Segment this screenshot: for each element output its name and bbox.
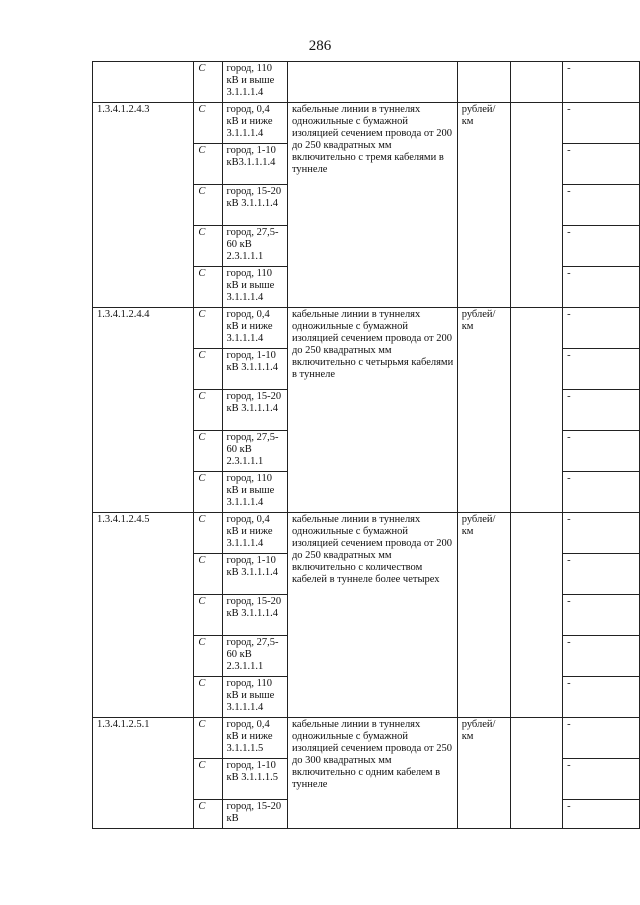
unit-cell: рублей/км: [457, 513, 510, 718]
value-cell: -: [563, 103, 640, 144]
zone-cell: город, 15-20 кВ 3.1.1.1.4: [222, 595, 287, 636]
zone-cell: город, 27,5-60 кВ 2.3.1.1.1: [222, 636, 287, 677]
symbol-cell: C: [194, 308, 222, 349]
symbol-cell: C: [194, 554, 222, 595]
empty-cell: [510, 513, 562, 718]
value-cell: -: [563, 349, 640, 390]
value-cell: -: [563, 718, 640, 759]
table-row: [93, 513, 640, 554]
zone-cell: город, 0,4 кВ и ниже 3.1.1.1.4: [222, 103, 287, 144]
symbol-cell: C: [194, 103, 222, 144]
zone-cell: город, 110 кВ и выше 3.1.1.1.4: [222, 677, 287, 718]
value-cell: -: [563, 759, 640, 800]
symbol-cell: C: [194, 759, 222, 800]
zone-cell: город, 110 кВ и выше 3.1.1.1.4: [222, 472, 287, 513]
code-cell: 1.3.4.1.2.4.3: [93, 103, 194, 308]
value-cell: -: [563, 595, 640, 636]
symbol-cell: C: [194, 390, 222, 431]
tariff-table-body: [93, 62, 640, 829]
unit-cell: [457, 62, 510, 103]
value-cell: -: [563, 62, 640, 103]
symbol-cell: C: [194, 185, 222, 226]
symbol-cell: C: [194, 513, 222, 554]
page-number: 286: [308, 38, 332, 54]
table-row: [93, 103, 640, 144]
description-cell: кабельные линии в туннелях одножильные с бумажной изоляцией сечением провода от 200 до 250 квадратных мм включительно с четырьмя кабелями в туннеле: [287, 308, 457, 513]
zone-cell: город, 1-10 кВ 3.1.1.1.4: [222, 554, 287, 595]
value-cell: -: [563, 800, 640, 829]
value-cell: -: [563, 308, 640, 349]
value-cell: -: [563, 472, 640, 513]
empty-cell: [510, 308, 562, 513]
value-cell: -: [563, 677, 640, 718]
description-cell: кабельные линии в туннелях одножильные с бумажной изоляцией сечением провода от 250 до 300 квадратных мм включительно с одним кабелем в туннеле: [287, 718, 457, 829]
empty-cell: [510, 62, 562, 103]
code-cell: 1.3.4.1.2.5.1: [93, 718, 194, 829]
symbol-cell: C: [194, 595, 222, 636]
zone-cell: город, 110 кВ и выше 3.1.1.1.4: [222, 62, 287, 103]
table-row-carry-over: [93, 62, 640, 103]
value-cell: -: [563, 390, 640, 431]
value-cell: -: [563, 554, 640, 595]
symbol-cell: C: [194, 349, 222, 390]
zone-cell: город, 0,4 кВ и ниже 3.1.1.1.5: [222, 718, 287, 759]
symbol-cell: C: [194, 144, 222, 185]
zone-cell: город, 0,4 кВ и ниже 3.1.1.1.4: [222, 513, 287, 554]
description-cell: кабельные линии в туннелях одножильные с бумажной изоляцией сечением провода от 200 до 250 квадратных мм включительно с тремя кабелями в туннеле: [287, 103, 457, 308]
zone-cell: город, 27,5-60 кВ 2.3.1.1.1: [222, 431, 287, 472]
tariff-table: [92, 61, 640, 829]
value-cell: -: [563, 267, 640, 308]
symbol-cell: C: [194, 800, 222, 829]
symbol-cell: C: [194, 267, 222, 308]
symbol-cell: C: [194, 677, 222, 718]
unit-cell: рублей/км: [457, 718, 510, 829]
symbol-cell: C: [194, 62, 222, 103]
symbol-cell: C: [194, 636, 222, 677]
value-cell: -: [563, 636, 640, 677]
zone-cell: город, 15-20 кВ: [222, 800, 287, 829]
unit-cell: рублей/км: [457, 103, 510, 308]
symbol-cell: C: [194, 226, 222, 267]
zone-cell: город, 0,4 кВ и ниже 3.1.1.1.4: [222, 308, 287, 349]
zone-cell: город, 15-20 кВ 3.1.1.1.4: [222, 185, 287, 226]
code-cell: 1.3.4.1.2.4.4: [93, 308, 194, 513]
empty-cell: [510, 103, 562, 308]
table-row: [93, 718, 640, 759]
zone-cell: город, 1-10 кВ3.1.1.1.4: [222, 144, 287, 185]
zone-cell: город, 15-20 кВ 3.1.1.1.4: [222, 390, 287, 431]
description-cell: кабельные линии в туннелях одножильные с бумажной изоляцией сечением провода от 200 до 250 квадратных мм включительно с количеством кабелей в туннеле более четырех: [287, 513, 457, 718]
code-cell: [93, 62, 194, 103]
symbol-cell: C: [194, 472, 222, 513]
zone-cell: город, 1-10 кВ 3.1.1.1.4: [222, 349, 287, 390]
code-cell: 1.3.4.1.2.4.5: [93, 513, 194, 718]
zone-cell: город, 1-10 кВ 3.1.1.1.5: [222, 759, 287, 800]
zone-cell: город, 27,5-60 кВ 2.3.1.1.1: [222, 226, 287, 267]
value-cell: -: [563, 144, 640, 185]
symbol-cell: C: [194, 718, 222, 759]
value-cell: -: [563, 226, 640, 267]
table-row: [93, 308, 640, 349]
zone-cell: город, 110 кВ и выше 3.1.1.1.4: [222, 267, 287, 308]
description-cell: [287, 62, 457, 103]
value-cell: -: [563, 513, 640, 554]
value-cell: -: [563, 431, 640, 472]
empty-cell: [510, 718, 562, 829]
symbol-cell: C: [194, 431, 222, 472]
unit-cell: рублей/км: [457, 308, 510, 513]
value-cell: -: [563, 185, 640, 226]
